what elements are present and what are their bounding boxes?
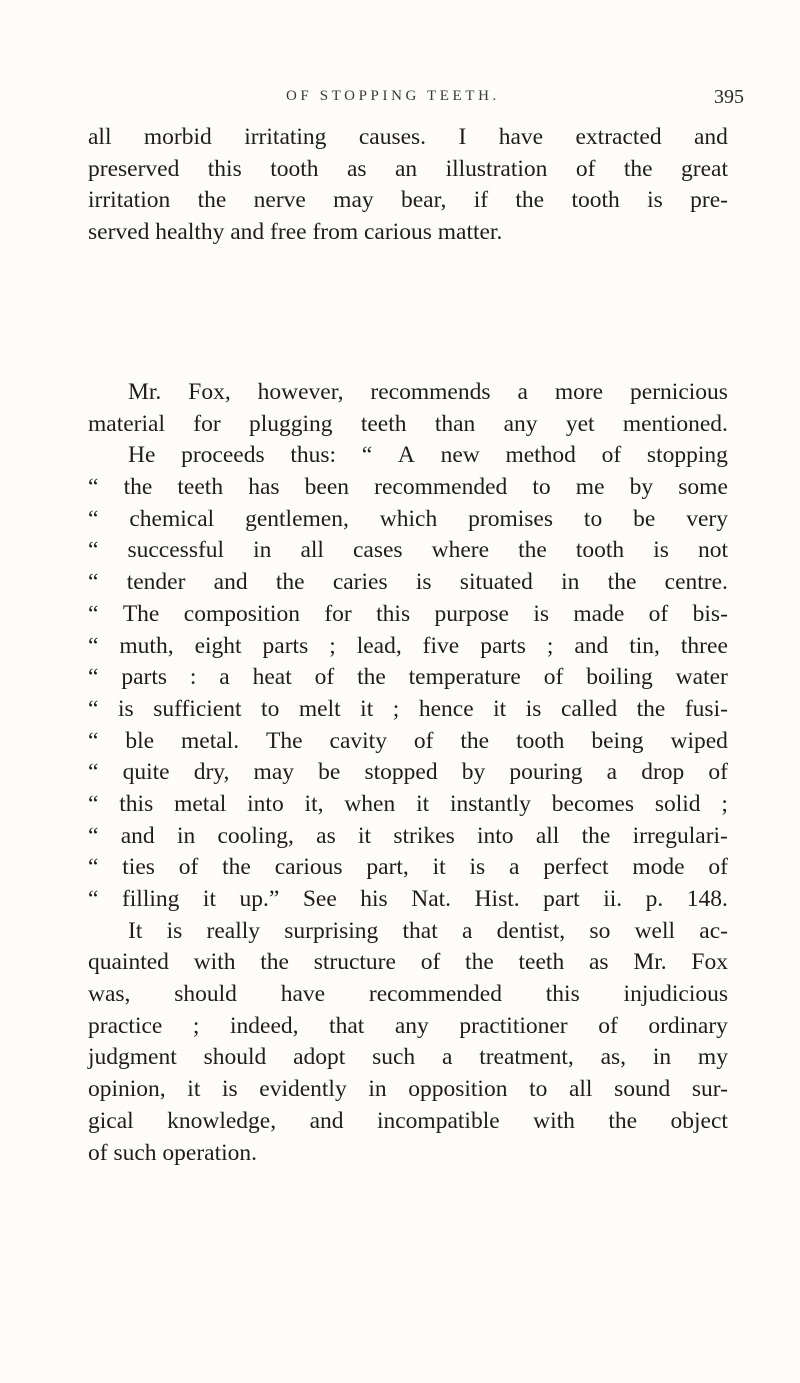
text-line: quainted with the structure of the teeth as Mr. Fox	[88, 949, 728, 976]
text-line: “ ties of the carious part, it is a perfect mode of	[88, 854, 728, 881]
text-line: “ tender and the caries is situated in the centre.	[88, 569, 728, 596]
text-line: Mr. Fox, however, recommends a more pernicious	[128, 379, 728, 405]
text-line: “ is sufficient to melt it ; hence it is called the fusi-	[88, 695, 728, 722]
text-line: was, should have recommended this injudicious	[88, 981, 728, 1008]
text-line: “ chemical gentlemen, which promises to be very	[88, 505, 728, 532]
text-line: practice ; indeed, that any practitioner of ordinary	[88, 1012, 728, 1039]
text-line: “ quite dry, may be stopped by pouring a drop of	[88, 759, 728, 786]
text-line: all morbid irritating causes. I have extracted and	[88, 124, 728, 150]
text-line: of such operation.	[88, 1139, 258, 1166]
text-line: material for plugging teeth than any yet mentioned.	[88, 410, 728, 437]
text-line: “ parts : a heat of the temperature of boiling water	[88, 664, 728, 691]
page-number: 395	[714, 86, 744, 108]
text-line: “ ble metal. The cavity of the tooth being wiped	[88, 727, 728, 754]
text-line: opinion, it is evidently in opposition to all sound sur-	[88, 1076, 728, 1103]
text-line: “ The composition for this purpose is made of bis-	[88, 600, 728, 627]
text-line: preserved this tooth as an illustration of the great	[88, 155, 728, 182]
text-line: “ successful in all cases where the tooth is not	[88, 537, 728, 564]
text-line: irritation the nerve may bear, if the tooth is pre-	[88, 187, 728, 214]
text-line: “ the teeth has been recommended to me by some	[88, 474, 728, 501]
text-line: “ filling it up.” See his Nat. Hist. part ii. p. 148.	[88, 886, 728, 912]
paragraph-2	[88, 377, 728, 1169]
text-line: “ and in cooling, as it strikes into all the irregulari-	[88, 822, 728, 849]
text-line: “ muth, eight parts ; lead, five parts ; and tin, three	[88, 632, 728, 659]
text-line: He proceeds thus: “ A new method of stopping	[128, 442, 728, 469]
text-line: served healthy and free from carious matter.	[88, 219, 503, 246]
text-line: judgment should adopt such a treatment, as, in my	[88, 1044, 728, 1071]
text-line: “ this metal into it, when it instantly becomes solid ;	[88, 790, 728, 817]
running-title: OF STOPPING TEETH.	[286, 88, 500, 104]
text-line: gical knowledge, and incompatible with the object	[88, 1107, 728, 1134]
paragraph-1	[88, 122, 728, 249]
text-line: It is really surprising that a dentist, so well ac-	[128, 917, 728, 944]
